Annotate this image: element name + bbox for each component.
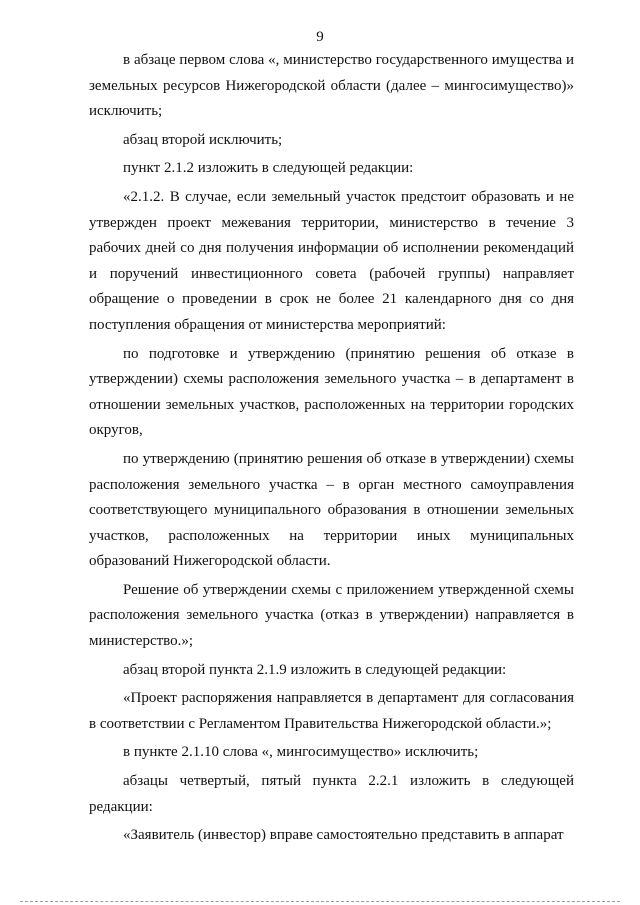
paragraph-7: Решение об утверждении схемы с приложением утвержденной схемы расположения земельного участка (отказ в утверждении) направляется в министерство.»;: [89, 581, 574, 650]
paragraph-11: абзацы четвертый, пятый пункта 2.2.1 изложить в следующей редакции:: [89, 773, 574, 815]
paragraph-10: в пункте 2.1.10 слова «, мингосимущество» исключить;: [123, 744, 479, 761]
paragraph-12: «Заявитель (инвестор) вправе самостоятельно представить в аппарат: [123, 827, 564, 844]
page-number: 9: [316, 29, 324, 45]
paragraph-8: абзац второй пункта 2.1.9 изложить в следующей редакции:: [123, 661, 507, 678]
paragraph-5: по подготовке и утверждению (принятию решения об отказе в утверждении) схемы расположения земельного участка – в департамент в отношении земельных участков, расположенных на территории городских округов,: [89, 345, 574, 439]
paragraph-2: абзац второй исключить;: [123, 131, 283, 148]
paragraph-9: «Проект распоряжения направляется в департамент для согласования в соответствии с Регламентом Правительства Нижегородской области.»;: [89, 690, 574, 732]
paragraph-1: в абзаце первом слова «, министерство государственного имущества и земельных ресурсов Нижегородской области (далее – мингосимущество)» исключить;: [89, 52, 574, 120]
document-body: [89, 48, 574, 852]
scan-edge-divider: [20, 901, 620, 902]
paragraph-6: по утверждению (принятию решения об отказе в утверждении) схемы расположения земельного участка – в орган местного самоуправления соответствующего муниципального образования в отношении земельных участков, расположенных на территории иных муниципальных образований Нижегородской области.: [89, 450, 574, 570]
paragraph-3: пункт 2.1.2 изложить в следующей редакции:: [123, 160, 414, 177]
paragraph-4: «2.1.2. В случае, если земельный участок предстоит образовать и не утвержден проект межевания территории, министерство в течение 3 рабочих дней со дня получения информации об исполнении рекомендаций и поручений инвестиционного совета (рабочей группы) направляет обращение о проведении в срок не более 21 календарного дня со дня поступления обращения от министерства мероприятий:: [89, 188, 574, 333]
